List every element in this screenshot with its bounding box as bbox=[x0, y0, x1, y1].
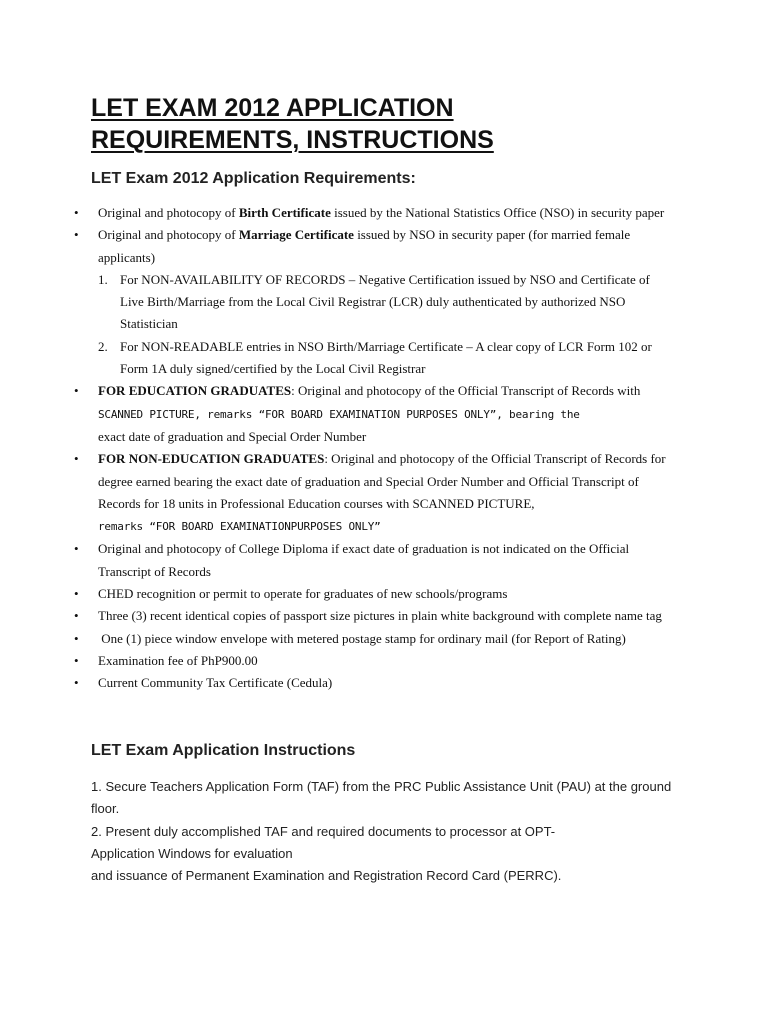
requirement-text: : Original and photocopy of the Official Transcript of Records for degree earned bearing the exact date of graduation and Special Order Number and Official Transcript of Records for 18 units in Professional Education courses with SCANNED PICTURE, bbox=[98, 451, 666, 511]
bullet-marker: • bbox=[74, 541, 79, 557]
page-title bbox=[91, 92, 691, 156]
list-item bbox=[0, 628, 768, 650]
number-marker: 1. bbox=[98, 271, 108, 287]
numbered-text: For NON-AVAILABILITY OF RECORDS – Negative Certification issued by NSO and Certificate of Live Birth/Marriage from the Local Civil Registrar (LCR) duly authenticated by authorized NSO Statistician bbox=[120, 271, 650, 332]
requirement-text: exact date of graduation and Special Order Number bbox=[98, 428, 367, 444]
requirement-text: Examination fee of PhP900.00 bbox=[98, 652, 258, 668]
bullet-marker: • bbox=[74, 652, 79, 668]
requirement-text: issued by NSO in security paper (for married female applicants) bbox=[98, 227, 631, 265]
list-item bbox=[0, 672, 768, 694]
requirement-emphasis: FOR NON-EDUCATION GRADUATES bbox=[98, 451, 325, 467]
number-marker: 2. bbox=[98, 338, 108, 354]
bullet-marker: • bbox=[74, 630, 79, 646]
numbered-item bbox=[0, 269, 768, 336]
requirement-emphasis: FOR EDUCATION GRADUATES bbox=[98, 383, 292, 399]
list-item bbox=[0, 605, 768, 627]
list-item bbox=[0, 202, 768, 224]
instruction-line: 2. Present duly accomplished TAF and required documents to processor at OPT- bbox=[91, 823, 556, 839]
requirement-text: Original and photocopy of College Diploma if exact date of graduation is not indicated on the Official Transcript of Records bbox=[98, 541, 630, 579]
bullet-marker: • bbox=[74, 227, 79, 243]
instruction-line: and issuance of Permanent Examination and Registration Record Card (PERRC). bbox=[91, 868, 562, 884]
instructions-body bbox=[91, 776, 691, 887]
list-item bbox=[0, 650, 768, 672]
title-line-1: LET EXAM 2012 APPLICATION bbox=[91, 94, 454, 122]
title-line-2: REQUIREMENTS, INSTRUCTIONS bbox=[91, 126, 494, 154]
numbered-item bbox=[0, 336, 768, 381]
requirements-heading: LET Exam 2012 Application Requirements: bbox=[91, 170, 416, 187]
requirement-text: CHED recognition or permit to operate for graduates of new schools/programs bbox=[98, 586, 508, 602]
requirement-text: Original and photocopy of bbox=[98, 227, 239, 243]
instruction-line: 1. Secure Teachers Application Form (TAF) from the PRC Public Assistance Unit (PAU) at the ground floor. bbox=[91, 779, 672, 817]
bullet-marker: • bbox=[74, 586, 79, 602]
bullet-marker: • bbox=[74, 675, 79, 691]
requirement-text: issued by the National Statistics Office (NSO) in security paper bbox=[330, 205, 665, 220]
requirement-mono-text: remarks “FOR BOARD EXAMINATIONPURPOSES ONLY” bbox=[98, 520, 381, 534]
bullet-marker: • bbox=[74, 451, 79, 467]
requirements-list bbox=[0, 202, 768, 695]
numbered-text: For NON-READABLE entries in NSO Birth/Marriage Certificate – A clear copy of LCR Form 102 or Form 1A duly signed/certified by the Local Civil Registrar bbox=[120, 338, 652, 377]
instructions-heading: LET Exam Application Instructions bbox=[91, 742, 356, 759]
list-item bbox=[0, 380, 768, 448]
requirement-text: : Original and photocopy of the Official Transcript of Records with bbox=[291, 383, 641, 399]
list-item bbox=[0, 224, 768, 269]
requirement-text: One (1) piece window envelope with metered postage stamp for ordinary mail (for Report of Rating) bbox=[98, 630, 626, 646]
requirement-text: Current Community Tax Certificate (Cedula) bbox=[98, 675, 333, 691]
bullet-marker: • bbox=[74, 383, 79, 399]
requirement-mono-text: SCANNED PICTURE, remarks “FOR BOARD EXAMINATION PURPOSES ONLY”, bearing the bbox=[98, 407, 580, 421]
requirement-emphasis: Marriage Certificate bbox=[238, 227, 354, 243]
requirement-text: Original and photocopy of bbox=[98, 205, 239, 220]
list-item bbox=[0, 538, 768, 583]
instruction-line: Application Windows for evaluation bbox=[91, 845, 293, 861]
list-item bbox=[0, 583, 768, 605]
bullet-marker: • bbox=[74, 608, 79, 624]
requirement-emphasis: Birth Certificate bbox=[238, 205, 331, 220]
requirement-text: Three (3) recent identical copies of passport size pictures in plain white background with complete name tag bbox=[98, 608, 662, 624]
bullet-marker: • bbox=[74, 205, 79, 220]
list-item bbox=[0, 448, 768, 538]
